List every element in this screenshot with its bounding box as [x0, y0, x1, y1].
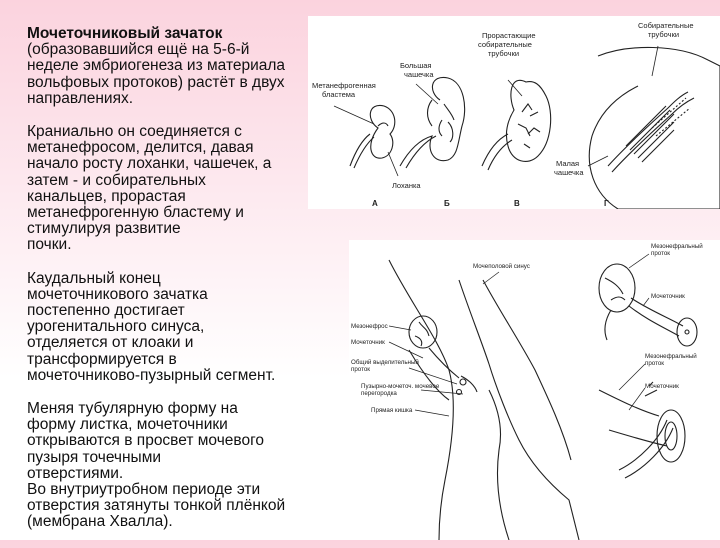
stage-a-drawing — [350, 105, 395, 168]
paragraph-3: Каудальный конец мочеточникового зачатка постепенно достигает урогенитального синуса, отделяется от клоаки и трансформируется в мочеточниково-пузырный сегмент. — [27, 269, 276, 384]
label-metanephric-blastema: Метанефрогенная бластема — [312, 81, 376, 99]
right-bottom-drawing — [599, 382, 685, 478]
label-rectum: Прямая кишка — [371, 407, 413, 414]
urogenital-svg — [349, 240, 720, 540]
label-collecting-tubules: Собирательные трубочки — [638, 21, 694, 39]
label-ureteral-bladder: Пузырно-мочеточ. мочевое перегородка — [361, 383, 440, 397]
label-common-excretory-duct: Общий выделительный проток — [351, 359, 419, 373]
stage-c-drawing — [482, 80, 551, 170]
stage-d-drawing — [589, 47, 720, 209]
paragraph-1-body: (образовавшийся ещё на 5-6-й неделе эмбриогенеза из материала вольфовых протоков) растёт в двух направлениях. — [27, 41, 286, 107]
label-urogenital-sinus: Мочеполовой синус — [473, 263, 530, 270]
stage-b-drawing — [400, 77, 465, 168]
kidney-development-svg — [308, 16, 720, 209]
text-column — [27, 26, 327, 548]
label-mesonephros: Мезонефрос — [351, 323, 388, 330]
stage-letter-a: А — [372, 199, 378, 208]
label-pelvis: Лоханка — [392, 181, 421, 190]
paragraph-4: Меняя тубулярную форму на форму листка, мочеточники открываются в просвет мочевого пузыря точечными отверстиями. Во внутриутробном периоде эти отверстия затянуты тонкой плёнкой (мембрана Хвалла). — [27, 400, 286, 531]
paragraph-2: Краниально он соединяется с метанефросом, делится, давая начало росту лоханки, чашечек, а затем - и собирательных канальцев, прорастая метанефрогенную бластему и стимулируя развитие почки. — [27, 123, 272, 254]
figure1-leader-lines — [334, 46, 658, 176]
stage-letter-b: Б — [444, 199, 450, 208]
stage-letter-c: В — [514, 199, 520, 208]
kidney-development-figure — [308, 16, 720, 209]
label-sprouting-tubules: Прорастающие собирательные трубочки — [478, 31, 536, 58]
label-ureter-bottom: Мочеточник — [645, 383, 679, 390]
sinus-drawing — [389, 260, 579, 540]
figure2-leader-lines — [389, 254, 649, 416]
label-major-calyx: Большая чашечка — [400, 61, 434, 79]
right-top-drawing — [599, 264, 697, 346]
label-mesonephric-duct: Мезонефральный проток — [651, 243, 703, 257]
label-ureter-top: Мочеточник — [651, 293, 685, 300]
paragraph-1 — [27, 26, 327, 107]
urogenital-figure — [349, 240, 720, 540]
label-minor-calyx: Малая чашечка — [554, 159, 584, 177]
stage-letter-d: Г — [604, 199, 609, 208]
label-mesonephric-duct-2: Мезонефральный проток — [645, 353, 697, 367]
label-ureter-left: Мочеточник — [351, 339, 385, 346]
section-title: Мочеточниковый зачаток — [27, 25, 223, 42]
